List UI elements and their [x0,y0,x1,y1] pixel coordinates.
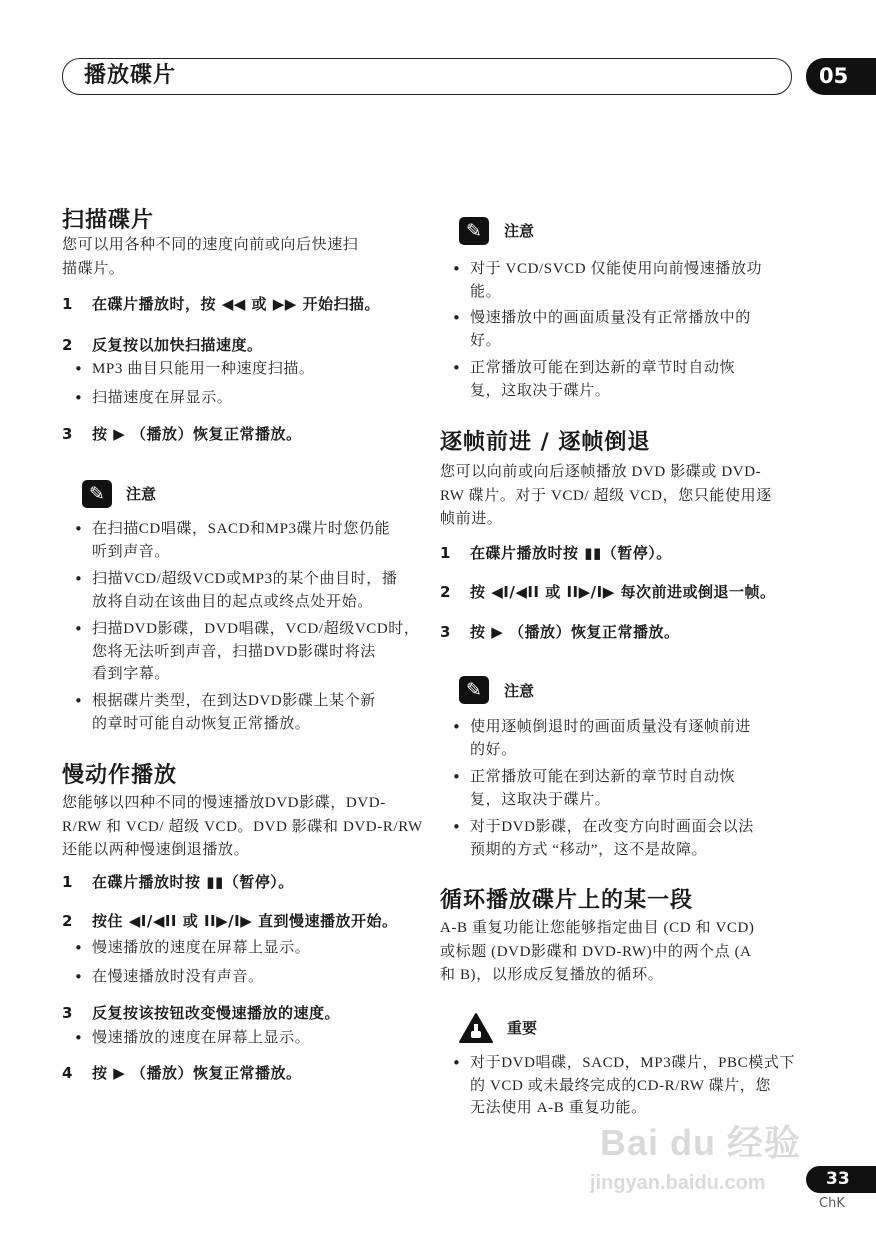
bullet-text: 对于 VCD/SVCD 仅能使用向前慢速播放功 [470,261,763,277]
bullet-item: • 慢速播放的速度在屏幕上显示。 [74,1027,310,1050]
loop-intro [440,917,755,988]
watermark-logo: Bai du 经验 [600,1122,802,1163]
bullet-text: 的章时可能自动恢复正常播放。 [92,715,311,732]
slow-step-1 [62,872,294,892]
bullet-text: 扫描VCD/超级VCD或MP3的某个曲目时，播 [92,571,398,587]
step-text: 按 ◀I/◀II 或 II▶/I▶ 每次前进或倒退一帧。 [470,583,776,601]
text-line: 描碟片。 [62,260,125,277]
bullet-item: • 对于DVD唱碟，SACD，MP3碟片，PBC模式下 的 VCD 或未最终完成的CD-R/RW 碟片，您 无法使用 A-B 重复功能。 [452,1052,795,1120]
step-number: 1 [440,544,451,562]
bullet-item: • 扫描DVD影碟，DVD唱碟，VCD/超级VCD时， 您将无法听到声音，扫描DVD影碟时将法 看到字幕。 [74,618,420,686]
bullet-text: 听到声音。 [92,543,171,560]
bullet-text: 复，这取决于碟片。 [470,382,611,399]
text-line: R/RW 和 VCD/ 超级 VCD。DVD 影碟和 DVD-R/RW [62,818,423,835]
step-text: 按住 ◀I/◀II 或 II▶/I▶ 直到慢速播放开始。 [92,912,398,930]
step-number: 1 [62,873,73,891]
bullet-item: • 使用逐帧倒退时的画面质量没有逐帧前进 的好。 [452,716,751,761]
bullet-text: 对于DVD影碟，在改变方向时画面会以法 [470,819,754,835]
bullet-item: • 对于DVD影碟，在改变方向时画面会以法 预期的方式 “移动”，这不是故障。 [452,816,754,861]
bullet-item: • 慢速播放中的画面质量没有正常播放中的 好。 [452,307,751,352]
text-line: 您可以用各种不同的速度向前或向后快速扫 [62,237,359,253]
pencil-note-icon: ✎ [459,217,489,245]
bullet-text: 预期的方式 “移动”，这不是故障。 [470,841,708,858]
slow-step-2 [62,911,397,931]
bullet-text: 扫描DVD影碟，DVD唱碟，VCD/超级VCD时， [92,621,420,637]
bullet-item: • 正常播放可能在到达新的章节时自动恢 复，这取决于碟片。 [452,766,735,811]
slow-step-4 [62,1063,301,1083]
bullet-item: • MP3 曲目只能用一种速度扫描。 [74,358,315,381]
pencil-note-icon: ✎ [459,676,489,704]
step-text: 在碟片播放时按 ▮▮（暂停）。 [470,544,672,562]
text-line: 和 B)，以形成反复播放的循环。 [440,967,664,983]
slow-step-3 [62,1003,340,1023]
scan-step-3 [62,424,301,444]
bullet-item: • 扫描VCD/超级VCD或MP3的某个曲目时，播 放将自动在该曲目的起点或终点处开始。 [74,568,398,613]
warning-hand-icon [458,1012,494,1044]
bullet-text: 正常播放可能在到达新的章节时自动恢 [470,769,736,785]
bullet-item: • 正常播放可能在到达新的章节时自动恢 复，这取决于碟片。 [452,357,735,402]
text-line: 帧前进。 [440,511,503,527]
step-number: 1 [62,295,73,313]
bullet-text: 好。 [470,332,502,349]
bullet-text: 在扫描CD唱碟，SACD和MP3碟片时您仍能 [92,521,391,537]
text-line: RW 碟片。对于 VCD/ 超级 VCD，您只能使用逐 [440,487,772,504]
chapter-tab: 05 [806,58,876,95]
page-number: 33 [806,1166,876,1193]
frame-step-2 [440,582,775,602]
frame-intro [440,461,772,532]
bullet-text: 在慢速播放时没有声音。 [92,969,264,985]
step-number: 3 [62,425,73,443]
scan-intro [62,234,358,281]
bullet-text: 慢速播放中的画面质量没有正常播放中的 [470,310,751,326]
step-text: 按 ▶ （播放）恢复正常播放。 [92,1064,302,1082]
text-line: 或标题 (DVD影碟和 DVD-RW)中的两个点 (A [440,943,752,960]
bullet-item: • 在慢速播放时没有声音。 [74,966,264,989]
note-label: 注意 [504,222,535,240]
bullet-text: 扫描速度在屏显示。 [92,390,233,406]
language-code: ChK [819,1196,845,1211]
bullet-item: • 对于 VCD/SVCD 仅能使用向前慢速播放功 能。 [452,258,762,303]
step-text: 在碟片播放时，按 ◀◀ 或 ▶▶ 开始扫描。 [92,295,381,313]
scan-step-2 [62,335,263,355]
watermark-url: jingyan.baidu.com [590,1172,766,1194]
step-number: 2 [62,336,73,354]
text-line: A-B 重复功能让您能够指定曲目 (CD 和 VCD) [440,920,755,936]
bullet-text: 您将无法听到声音，扫描DVD影碟时将法 [92,643,376,660]
bullet-text: 能。 [470,283,502,300]
frame-step-1 [440,543,672,563]
text-line: 还能以两种慢速倒退播放。 [62,842,250,858]
note-label: 注意 [126,485,157,503]
bullet-text: 的好。 [470,741,517,758]
step-text: 按 ▶ （播放）恢复正常播放。 [92,425,302,443]
bullet-item: • 根据碟片类型，在到达DVD影碟上某个新 的章时可能自动恢复正常播放。 [74,690,376,735]
section-heading-scan: 扫描碟片 [62,208,155,233]
scan-step-1 [62,294,380,314]
step-number: 2 [440,583,451,601]
bullet-text: 放将自动在该曲目的起点或终点处开始。 [92,593,373,610]
page-title: 播放碟片 [84,63,177,88]
bullet-text: 慢速播放的速度在屏幕上显示。 [92,940,311,956]
step-number: 3 [62,1004,73,1022]
step-number: 2 [62,912,73,930]
bullet-text: 无法使用 A-B 重复功能。 [470,1100,647,1116]
step-text: 反复按该按钮改变慢速播放的速度。 [92,1004,341,1022]
section-heading-loop: 循环播放碟片上的某一段 [440,888,694,913]
bullet-text: 正常播放可能在到达新的章节时自动恢 [470,360,736,376]
section-heading-frame: 逐帧前进 / 逐帧倒退 [440,430,651,455]
step-text: 反复按以加快扫描速度。 [92,336,263,354]
bullet-text: MP3 曲目只能用一种速度扫描。 [92,361,315,377]
bullet-item: • 慢速播放的速度在屏幕上显示。 [74,937,310,960]
frame-step-3 [440,622,679,642]
bullet-item: • 在扫描CD唱碟，SACD和MP3碟片时您仍能 听到声音。 [74,518,390,563]
slow-intro [62,792,423,863]
important-label: 重要 [507,1019,538,1037]
bullet-text: 复，这取决于碟片。 [470,791,611,808]
step-text: 在碟片播放时按 ▮▮（暂停）。 [92,873,294,891]
note-label: 注意 [504,682,535,700]
bullet-item: • 扫描速度在屏显示。 [74,387,232,410]
bullet-text: 看到字幕。 [92,666,171,682]
bullet-text: 慢速播放的速度在屏幕上显示。 [92,1030,311,1046]
step-text: 按 ▶ （播放）恢复正常播放。 [470,623,680,641]
bullet-text: 的 VCD 或未最终完成的CD-R/RW 碟片，您 [470,1077,771,1094]
bullet-text: 使用逐帧倒退时的画面质量没有逐帧前进 [470,719,751,735]
text-line: 您可以向前或向后逐帧播放 DVD 影碟或 DVD- [440,464,762,480]
pencil-note-icon: ✎ [82,480,112,508]
step-number: 3 [440,623,451,641]
bullet-text: 根据碟片类型，在到达DVD影碟上某个新 [92,693,376,709]
bullet-text: 对于DVD唱碟，SACD，MP3碟片，PBC模式下 [470,1055,796,1071]
section-heading-slow: 慢动作播放 [62,763,178,788]
text-line: 您能够以四种不同的慢速播放DVD影碟，DVD- [62,795,386,811]
step-number: 4 [62,1064,73,1082]
